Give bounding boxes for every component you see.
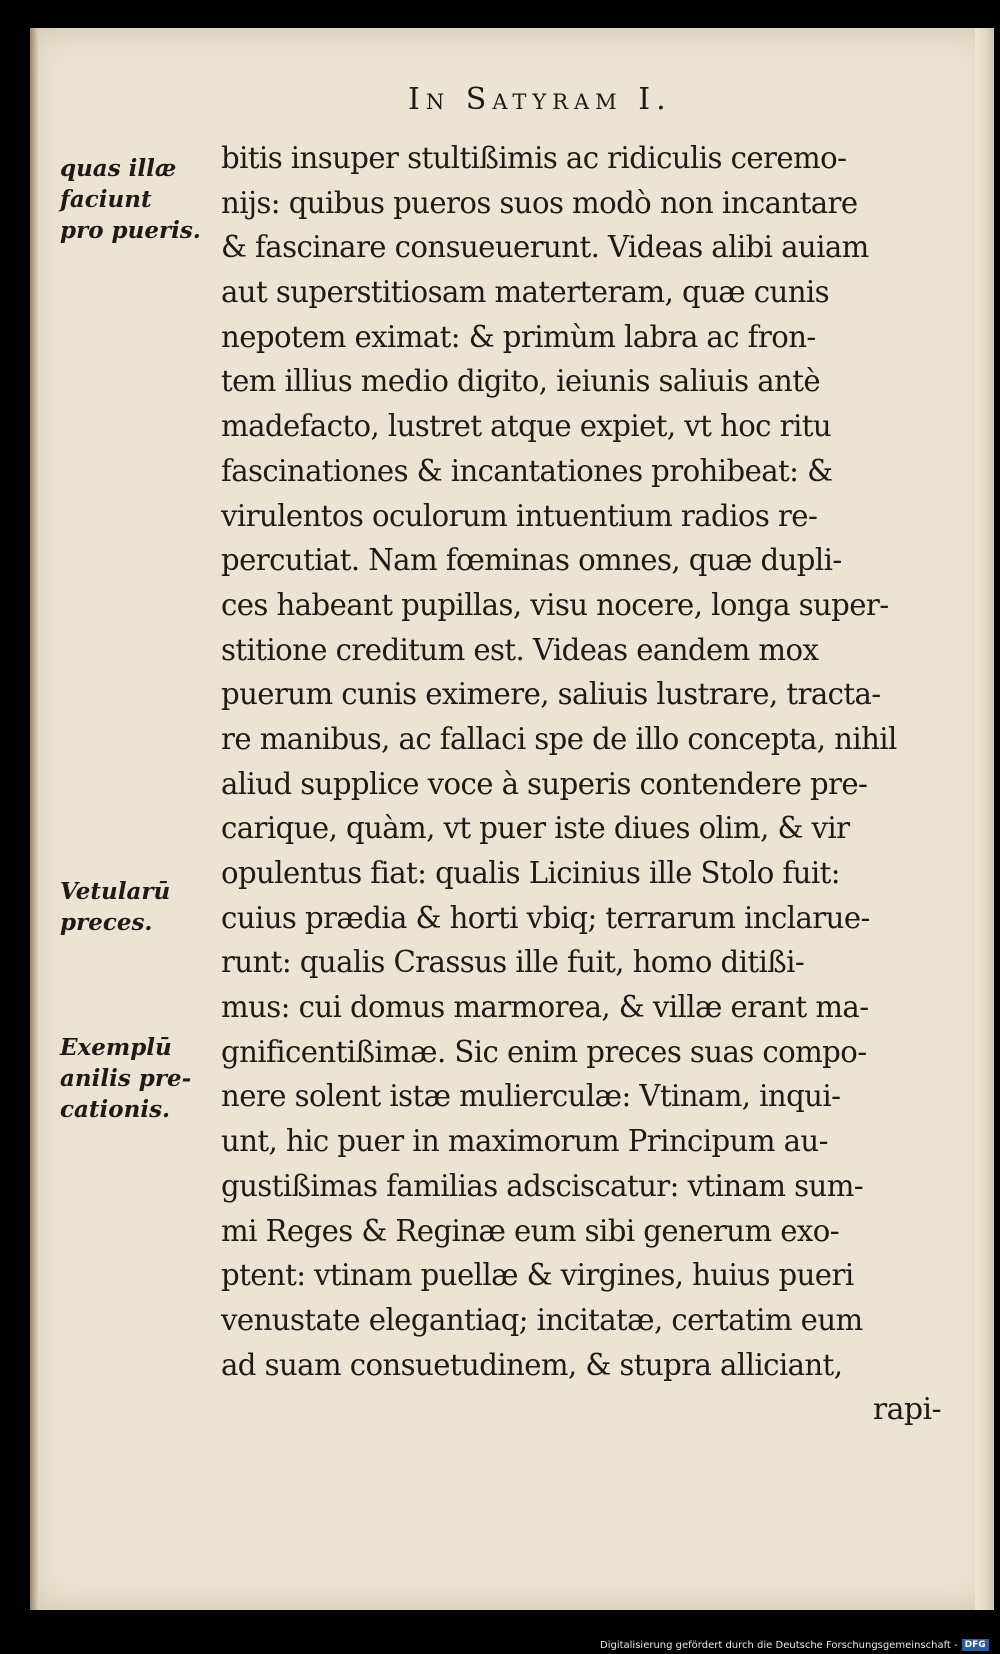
marginal-note-line: Exemplū [60, 1034, 172, 1061]
text-line: opulentus fiat: qualis Licinius ille Stolo fuit: [221, 856, 840, 891]
marginal-note-line: pro pueris. [60, 217, 201, 244]
marginal-note [60, 1032, 220, 1125]
text-line: ptent: vtinam puellæ & virgines, huius pueri [221, 1258, 854, 1294]
text-line: nepotem eximat: & primùm labra ac fron- [221, 319, 816, 355]
text-line: & fascinare consueuerunt. Videas alibi auiam [221, 230, 869, 266]
text-line: virulentos oculorum intuentium radios re- [221, 498, 818, 534]
text-line: stitione creditum est. Videas eandem mox [221, 632, 819, 668]
text-line: cuius prædia & horti vbiq; terrarum inclarue- [221, 900, 870, 936]
text-line: nijs: quibus pueros suos modò non incantare [221, 185, 858, 221]
text-line: runt: qualis Crassus ille fuit, homo ditißi- [221, 945, 805, 981]
marginal-note-line: quas illæ [60, 155, 177, 182]
text-line: aliud supplice voce à superis contendere pre- [221, 766, 868, 802]
text-line: puerum cunis eximere, saliuis lustrare, tracta- [221, 677, 881, 713]
text-line: nere solent istæ mulierculæ: Vtinam, inqui- [221, 1079, 841, 1115]
marginal-note-line: preces. [60, 909, 153, 936]
marginal-note-line: anilis pre- [60, 1065, 192, 1092]
credit-text: Digitalisierung gefördert durch die Deutsche Forschungsgemeinschaft - [600, 1640, 958, 1651]
text-line: percutiat. Nam fœminas omnes, quæ dupli- [221, 543, 842, 579]
text-line: unt, hic puer in maximorum Principum au- [221, 1124, 828, 1160]
catchword: rapi- [872, 1392, 941, 1428]
dfg-logo: DFG [962, 1639, 989, 1651]
text-line: venustate elegantiaq; incitatæ, certatim eum [221, 1302, 863, 1338]
text-line: bitis insuper stultißimis ac ridiculis ceremo- [221, 141, 847, 176]
page-fore-edge [975, 28, 994, 1610]
text-line: fascinationes & incantationes prohibeat: & [221, 453, 833, 489]
marginal-note [60, 876, 220, 938]
text-line: madefacto, lustret atque expiet, vt hoc ritu [221, 409, 832, 445]
text-line: ces habeant pupillas, visu nocere, longa super- [221, 587, 889, 623]
text-line: mus: cui domus marmorea, & villæ erant ma- [221, 990, 869, 1026]
text-line: re manibus, ac fallaci spe de illo concepta, nihil [221, 721, 897, 757]
text-line: tem illius medio digito, ieiunis saliuis antè [221, 364, 821, 400]
main-text-block [221, 137, 941, 1433]
text-line: gustißimas familias adsciscatur: vtinam sum- [221, 1168, 864, 1204]
text-line: gnificentißimæ. Sic enim preces suas compo- [221, 1034, 867, 1070]
page-gutter-shadow [30, 28, 38, 1610]
text-line: ad suam consuetudinem, & stupra alliciant, [221, 1347, 843, 1383]
running-head: In Satyram I. [408, 82, 672, 117]
marginal-note-line: faciunt [60, 186, 152, 213]
marginal-note-line: Vetularū [60, 878, 171, 905]
digitization-credit [600, 1637, 1000, 1654]
marginal-note [60, 153, 220, 246]
text-line: mi Reges & Reginæ eum sibi generum exo- [221, 1213, 839, 1249]
text-line: carique, quàm, vt puer iste diues olim, & vir [221, 811, 850, 847]
text-line: aut superstitiosam materteram, quæ cunis [221, 275, 830, 311]
marginal-note-line: cationis. [60, 1096, 171, 1123]
